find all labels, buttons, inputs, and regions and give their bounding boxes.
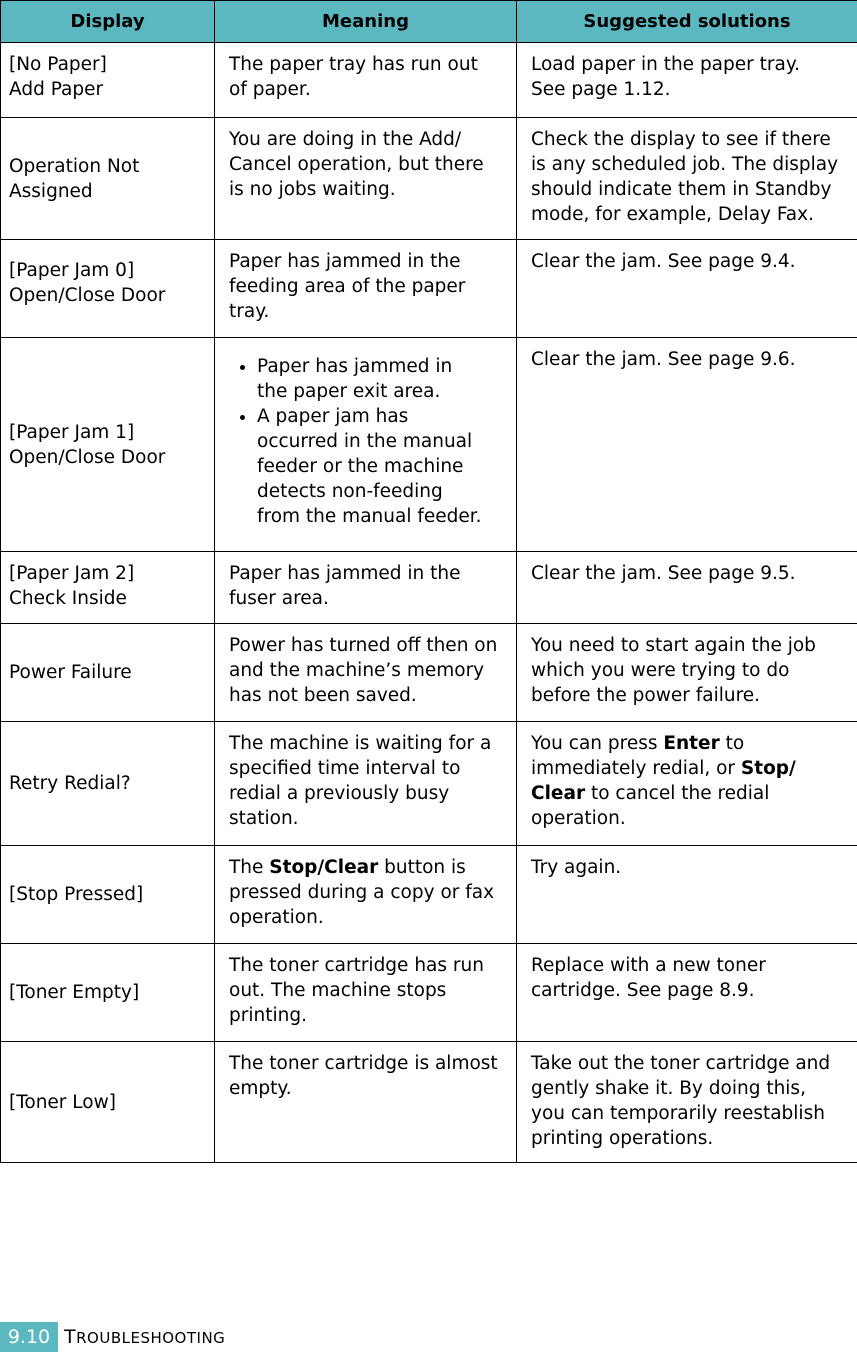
meaning-cell: The toner cartridge has run out. The machine stops printing. [215, 944, 517, 1042]
page-footer [0, 1322, 857, 1352]
solution-cell: You need to start again the job which you were trying to do before the power failure. [517, 624, 857, 722]
display-cell: [Toner Low] [1, 1042, 215, 1163]
enter-key-label: Enter [663, 733, 719, 754]
table-row [1, 624, 857, 722]
solution-cell: Check the display to see if there is any scheduled job. The display should indicate them in Standby mode, for example, Delay Fax. [517, 118, 857, 240]
column-header-solutions: Suggested solutions [517, 1, 857, 43]
section-title: TROUBLESHOOTING [64, 1322, 225, 1352]
meaning-cell [215, 338, 517, 552]
meaning-cell: Power has turned off then on and the machine’s memory has not been saved. [215, 624, 517, 722]
solution-cell: Take out the toner cartridge and gently shake it. By doing this, you can temporarily reestablish printing operations. [517, 1042, 857, 1163]
meaning-cell: The paper tray has run out of paper. [215, 43, 517, 118]
solution-cell: Clear the jam. See page 9.6. [517, 338, 857, 552]
meaning-cell: You are doing in the Add/ Cancel operation, but there is no jobs waiting. [215, 118, 517, 240]
list-item: • A paper jam has occurred in the manual feeder or the machine detects non-feeding from the manual feeder. [257, 404, 508, 529]
solution-cell: You can press Enter to immediately redial, or Stop/ Clear to cancel the redial operation. [517, 722, 857, 846]
display-cell: [Toner Empty] [1, 944, 215, 1042]
table-row [1, 722, 857, 846]
solution-cell: Replace with a new toner cartridge. See page 8.9. [517, 944, 857, 1042]
table-row [1, 118, 857, 240]
table-row [1, 846, 857, 944]
meaning-cell: The toner cartridge is almost empty. [215, 1042, 517, 1163]
solution-cell: Clear the jam. See page 9.4. [517, 240, 857, 338]
meaning-cell: Paper has jammed in the feeding area of the paper tray. [215, 240, 517, 338]
meaning-cell: The Stop/Clear button is pressed during a copy or fax operation. [215, 846, 517, 944]
meaning-cell: The machine is waiting for a specified time interval to redial a previously busy station. [215, 722, 517, 846]
page-number: 9.10 [0, 1322, 58, 1352]
solution-cell: Load paper in the paper tray. See page 1.12. [517, 43, 857, 118]
table-row [1, 552, 857, 624]
table-header-row [1, 1, 857, 43]
display-cell: Power Failure [1, 624, 215, 722]
clear-key-label: Clear [531, 783, 585, 804]
display-cell: Retry Redial? [1, 722, 215, 846]
column-header-display: Display [1, 1, 215, 43]
display-cell: [Paper Jam 0] Open/Close Door [1, 240, 215, 338]
table-row [1, 43, 857, 118]
display-cell: [No Paper] Add Paper [1, 43, 215, 118]
list-item: • Paper has jammed in the paper exit area. [257, 354, 508, 404]
meaning-cell: Paper has jammed in the fuser area. [215, 552, 517, 624]
meaning-bullet-list [225, 354, 508, 529]
solution-cell: Try again. [517, 846, 857, 944]
display-cell: Operation Not Assigned [1, 118, 215, 240]
solution-cell: Clear the jam. See page 9.5. [517, 552, 857, 624]
display-cell: [Paper Jam 1] Open/Close Door [1, 338, 215, 552]
display-cell: [Stop Pressed] [1, 846, 215, 944]
table-row [1, 944, 857, 1042]
stop-key-label: Stop/ [741, 758, 796, 779]
column-header-meaning: Meaning [215, 1, 517, 43]
table-row [1, 240, 857, 338]
table-row [1, 338, 857, 552]
display-cell: [Paper Jam 2] Check Inside [1, 552, 215, 624]
stop-clear-button-label: Stop/Clear [269, 857, 378, 878]
table-row [1, 1042, 857, 1163]
